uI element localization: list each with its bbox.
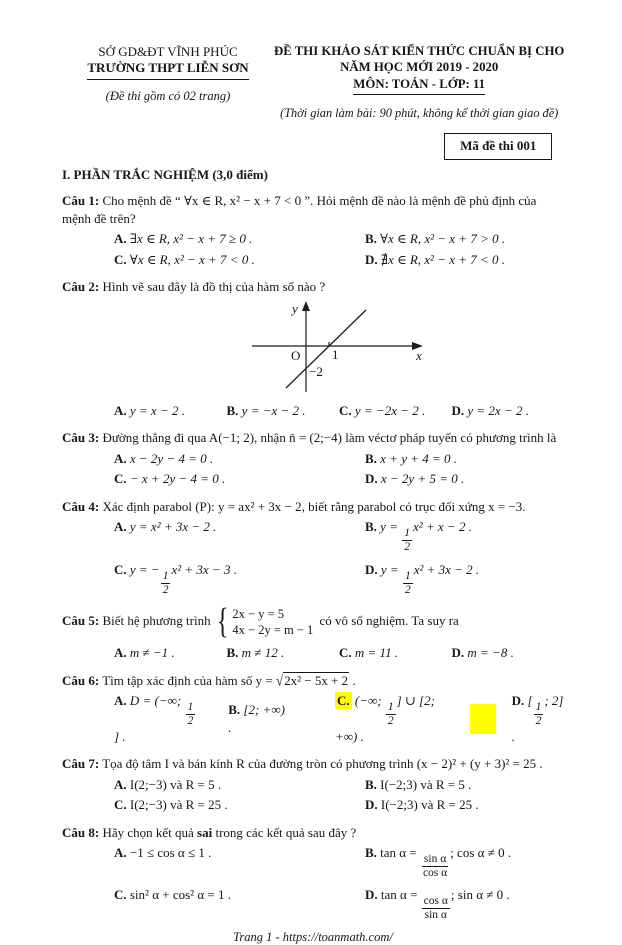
question-4-option-b: B. y = $\frac{1}{2}$ x² + x − 2 .	[365, 519, 472, 553]
question-4-option-d: D. y = $\frac{1}{2}$ x² + 3x − 2 .	[365, 561, 480, 596]
header-left-block	[62, 44, 274, 104]
question-1-option-c: C. ∀x ∈ R, x² − x + 7 < 0 .	[114, 251, 255, 267]
question-6-text: Tìm tập xác định của hàm số y = √2x² − 5x + 2 .	[102, 671, 356, 689]
page-footer: Trang 1 - https://toanmath.com/	[233, 929, 393, 944]
question-1-option-b: B. ∀x ∈ R, x² − x + 7 > 0 .	[365, 231, 506, 247]
question-3-option-d: D. x − 2y + 5 = 0 .	[365, 471, 465, 487]
question-1	[62, 192, 564, 270]
question-2-figure	[244, 300, 564, 400]
question-4-options	[114, 518, 564, 596]
question-6-label: Câu 6:	[62, 672, 100, 688]
question-5-option-a: A. m ≠ −1 .	[114, 645, 175, 661]
question-8-option-c: C. sin² α + cos² α = 1 .	[114, 886, 231, 902]
question-2-option-b: B. y = −x − 2 .	[226, 402, 306, 418]
highlight-box	[470, 704, 496, 734]
question-3	[62, 429, 564, 488]
department-name: SỞ GD&ĐT VĨNH PHÚC	[98, 44, 238, 59]
question-1-option-a: A. ∃x ∈ R, x² − x + 7 ≥ 0 .	[114, 231, 253, 247]
y-intercept-label: −2	[309, 363, 323, 379]
question-3-option-b: B. x + y + 4 = 0 .	[365, 450, 458, 466]
exam-code-wrap	[274, 133, 552, 159]
question-4-option-a: A. y = x² + 3x − 2 .	[114, 519, 217, 535]
header-right-block	[274, 44, 564, 160]
question-5-options	[114, 644, 564, 662]
question-5-option-b: B. m ≠ 12 .	[226, 645, 285, 661]
exam-code-box: Mã đề thi 001	[444, 133, 552, 159]
question-6-option-c: C. (−∞; $\frac{1}{2}$ ] ∪ [2; +∞) .	[335, 693, 435, 744]
exam-header	[62, 44, 564, 160]
question-2-option-d: D. y = 2x − 2 .	[451, 402, 529, 418]
question-3-text: Đường thẳng đi qua A(−1; 2), nhận n̄ = (2;−4) làm véctơ pháp tuyến có phương trình là	[102, 430, 557, 446]
y-axis-label: y	[292, 300, 298, 316]
question-5	[62, 602, 564, 663]
question-4-option-c: C. y = − $\frac{1}{2}$ x² + 3x − 3 .	[114, 561, 237, 596]
question-6	[62, 672, 564, 747]
question-6-option-b: B. [2; +∞) .	[228, 701, 285, 736]
question-5-option-d: D. m = −8 .	[451, 645, 514, 661]
question-3-label: Câu 3:	[62, 430, 100, 446]
question-2-options	[114, 402, 564, 420]
question-8-option-a: A. −1 ≤ cos α ≤ 1 .	[114, 845, 212, 861]
question-8-text: Hãy chọn kết quả sai trong các kết quả sau đây ?	[102, 824, 357, 840]
pages-note: (Đề thi gồm có 02 trang)	[105, 88, 231, 103]
question-1-options	[114, 230, 564, 269]
question-7-option-b: B. I(−2;3) và R = 5 .	[365, 776, 472, 792]
question-1-text: Cho mệnh đề “ ∀x ∈ R, x² − x + 7 < 0 ”. Hỏi mệnh đề nào là mệnh đề phủ định của mệnh đề trên?	[62, 192, 537, 227]
question-2-text: Hình vẽ sau đây là đồ thị của hàm số nào ?	[102, 279, 326, 295]
question-4-label: Câu 4:	[62, 498, 100, 514]
question-4-text: Xác định parabol (P): y = ax² + 3x − 2, biết rằng parabol có trục đối xứng x = −3.	[102, 498, 526, 514]
question-5-option-c: C. m = 11 .	[339, 645, 399, 661]
exam-title-line2: NĂM HỌC MỚI 2019 - 2020	[340, 59, 499, 74]
question-2-option-c: C. y = −2x − 2 .	[339, 402, 426, 418]
question-6-options	[114, 692, 564, 746]
question-2-option-a: A. y = x − 2 .	[114, 402, 185, 418]
question-2-label: Câu 2:	[62, 279, 100, 295]
question-6-option-d: D. [ $\frac{1}{2}$ ; 2] .	[511, 693, 564, 744]
question-5-label: Câu 5:	[62, 613, 100, 629]
question-8-label: Câu 8:	[62, 824, 100, 840]
y-axis-arrow	[302, 301, 310, 311]
x-axis-label: x	[416, 347, 422, 363]
question-7	[62, 755, 564, 814]
question-8-option-b: B. tan α = $\frac{\text{sin α}}{\text{cos α}}$ ; cos α ≠ 0 .	[365, 845, 512, 880]
question-6-option-a: A. D = (−∞; $\frac{1}{2}$ ] .	[114, 693, 194, 744]
question-7-option-a: A. I(2;−3) và R = 5 .	[114, 776, 222, 792]
question-7-label: Câu 7:	[62, 756, 100, 772]
question-7-options	[114, 776, 564, 815]
question-2	[62, 278, 564, 420]
question-3-option-c: C. − x + 2y − 4 = 0 .	[114, 471, 226, 487]
question-3-options	[114, 450, 564, 489]
x-intercept-label: 1	[332, 346, 339, 362]
highlighted-option-label: C.	[337, 693, 350, 709]
question-8	[62, 824, 564, 922]
question-7-option-d: D. I(−2;3) và R = 25 .	[365, 797, 479, 813]
origin-label: O	[291, 347, 301, 363]
question-4	[62, 498, 564, 597]
question-3-option-a: A. x − 2y − 4 = 0 .	[114, 450, 214, 466]
exam-title-line1: ĐỀ THI KHẢO SÁT KIẾN THỨC CHUẨN BỊ CHO	[274, 44, 565, 58]
question-7-text: Tọa độ tâm I và bán kính R của đường tròn có phương trình (x − 2)² + (y + 3)² = 25 .	[102, 756, 543, 772]
school-name: TRƯỜNG THPT LIỄN SƠN	[87, 60, 248, 79]
question-1-option-d: D. ∄x ∈ R, x² − x + 7 < 0 .	[365, 251, 506, 267]
question-8-option-d: D. tan α = $\frac{\text{cos α}}{\text{sin α}}$ ; sin α ≠ 0 .	[365, 886, 510, 921]
question-5-text: Biết hệ phương trình { 2x − y = 5 4x − 2y = m − 1 có vô số nghiệm. Ta suy ra	[102, 602, 459, 642]
section-title: I. PHẦN TRẮC NGHIỆM (3,0 điểm)	[62, 166, 268, 182]
question-7-option-c: C. I(2;−3) và R = 25 .	[114, 797, 228, 813]
function-graph	[244, 300, 434, 396]
question-1-label: Câu 1:	[62, 192, 100, 208]
subject-line: MÔN: TOÁN - LỚP: 11	[353, 77, 485, 95]
time-note: (Thời gian làm bài: 90 phút, không kể thời gian giao đề)	[280, 105, 559, 120]
